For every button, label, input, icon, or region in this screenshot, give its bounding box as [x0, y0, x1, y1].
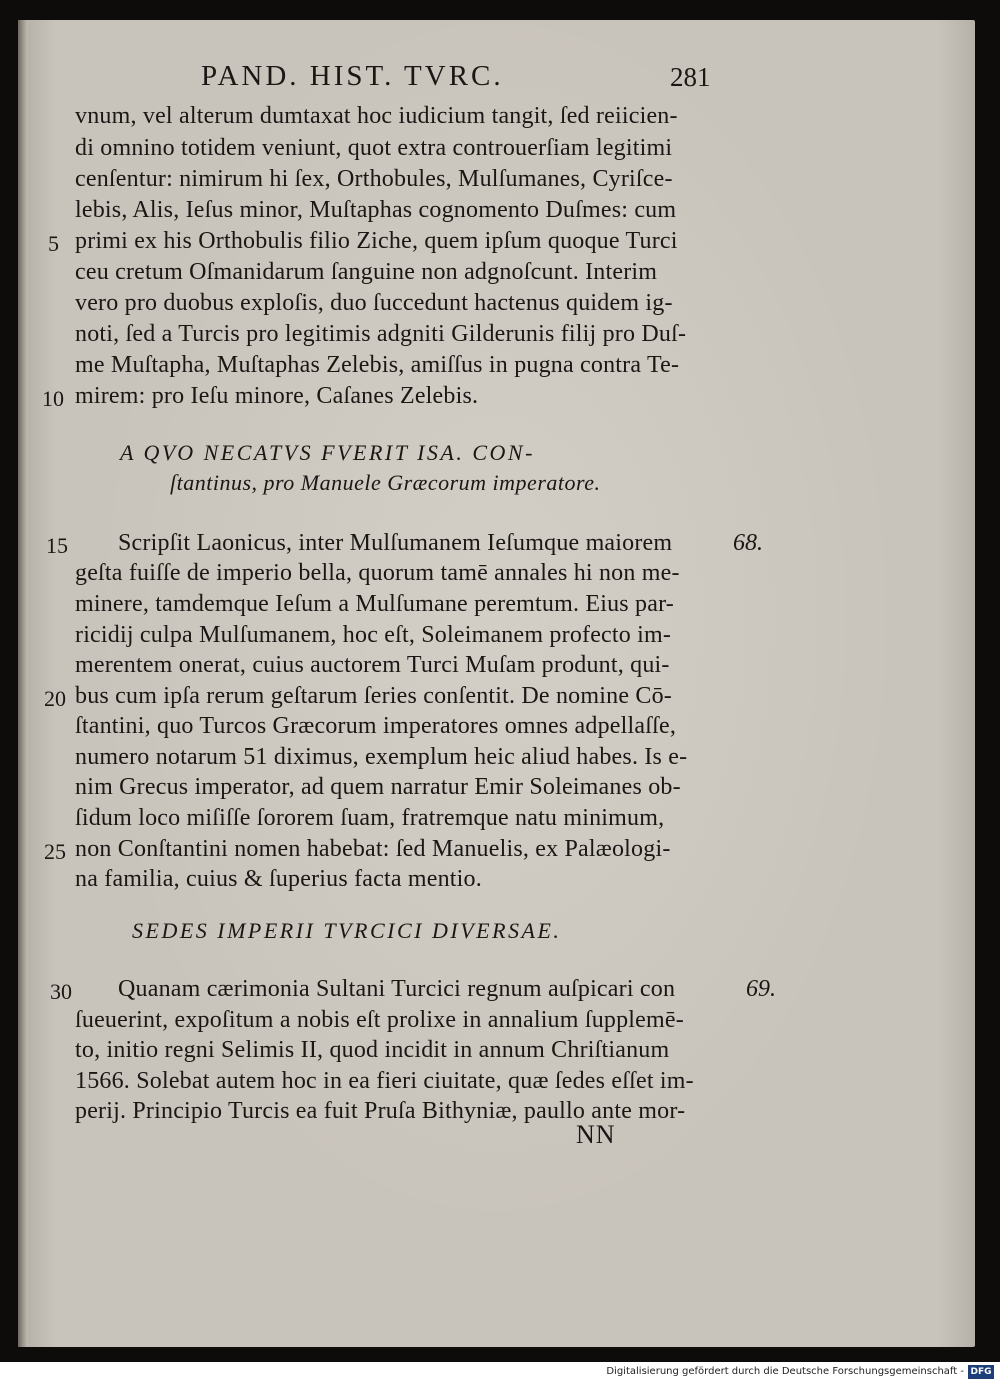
text-line: di omnino totidem veniunt, quot extra controuerſiam legitimi — [75, 135, 673, 161]
text-line: lebis, Alis, Ieſus minor, Muſtaphas cognomento Duſmes: cum — [75, 197, 677, 223]
line-number: 25 — [44, 839, 66, 864]
section-heading: A QVO NECATVS FVERIT ISA. CON- — [120, 440, 535, 465]
line-number: 10 — [42, 386, 64, 411]
text-line: mirem: pro Ieſu minore, Caſanes Zelebis. — [75, 383, 479, 409]
text-line: numero notarum 51 diximus, exemplum heic aliud habes. Is e- — [75, 744, 688, 770]
text-line: nim Grecus imperator, ad quem narratur Emir Soleimanes ob- — [75, 774, 681, 800]
dfg-logo: DFG — [968, 1365, 994, 1379]
text-line: na familia, cuius & ſuperius facta mentio. — [75, 866, 482, 892]
page-gutter-shadow — [18, 20, 28, 1347]
catchword: NN — [576, 1120, 616, 1149]
line-number: 5 — [48, 231, 59, 256]
text-line: ricidij culpa Mulſumanem, hoc eſt, Soleimanem profecto im- — [75, 622, 672, 648]
text-line: noti, ſed a Turcis pro legitimis adgniti Gilderunis filij pro Duſ- — [75, 321, 687, 347]
page-number: 281 — [670, 62, 711, 92]
text-line: Quanam cærimonia Sultani Turcici regnum auſpicari con — [118, 976, 676, 1002]
text-line: to, initio regni Selimis II, quod incidit in annum Chriſtianum — [75, 1037, 670, 1063]
text-line: ſtantini, quo Turcos Græcorum imperatores omnes adpellaſſe, — [75, 713, 677, 739]
text-line: bus cum ipſa rerum geſtarum ſeries conſentit. De nomine Cō- — [75, 683, 672, 709]
text-line: vnum, vel alterum dumtaxat hoc iudicium tangit, ſed reiicien- — [75, 103, 678, 129]
text-line: ſidum loco miſiſſe ſororem ſuam, fratremque natu minimum, — [75, 805, 665, 831]
text-line: ſueuerint, expoſitum a nobis eſt prolixe in annalium ſupplemē- — [75, 1007, 684, 1033]
text-line: Scripſit Laonicus, inter Mulſumanem Ieſumque maiorem — [118, 530, 673, 556]
running-title: PAND. HIST. TVRC. — [201, 60, 504, 92]
section-heading: SEDES IMPERII TVRCICI DIVERSAE. — [132, 918, 562, 943]
text-line: 1566. Solebat autem hoc in ea fieri ciuitate, quæ ſedes eſſet im- — [75, 1068, 694, 1094]
text-line: geſta fuiſſe de imperio bella, quorum tamē annales hi non me- — [75, 560, 680, 586]
text-line: perij. Principio Turcis ea fuit Pruſa Bithyniæ, paullo ante mor- — [75, 1098, 686, 1124]
text-line: ceu cretum Oſmanidarum ſanguine non adgnoſcunt. Interim — [75, 259, 658, 285]
text-line: non Conſtantini nomen habebat: ſed Manuelis, ex Palæologi- — [75, 836, 671, 862]
line-number: 30 — [50, 979, 72, 1004]
text-line: vero pro duobus exploſis, duo ſuccedunt hactenus quidem ig- — [75, 290, 673, 316]
text-line: primi ex his Orthobulis filio Ziche, quem ipſum quoque Turci — [75, 228, 678, 254]
footer-bar — [0, 1362, 1000, 1383]
text-line: cenſentur: nimirum hi ſex, Orthobules, Mulſumanes, Cyriſce- — [75, 166, 673, 192]
text-line: minere, tamdemque Ieſum a Mulſumane peremtum. Eius par- — [75, 591, 674, 617]
funding-credit: Digitalisierung gefördert durch die Deutsche Forschungsgemeinschaft - — [606, 1366, 964, 1377]
margin-note: 69. — [746, 976, 776, 1002]
margin-note: 68. — [733, 530, 763, 556]
text-line: me Muſtapha, Muſtaphas Zelebis, amiſſus in pugna contra Te- — [75, 352, 680, 378]
section-heading-continued: ſtantinus, pro Manuele Græcorum imperatore. — [170, 470, 601, 495]
line-number: 20 — [44, 686, 66, 711]
text-line: merentem onerat, cuius auctorem Turci Muſam produnt, qui- — [75, 652, 670, 678]
line-number: 15 — [46, 533, 68, 558]
